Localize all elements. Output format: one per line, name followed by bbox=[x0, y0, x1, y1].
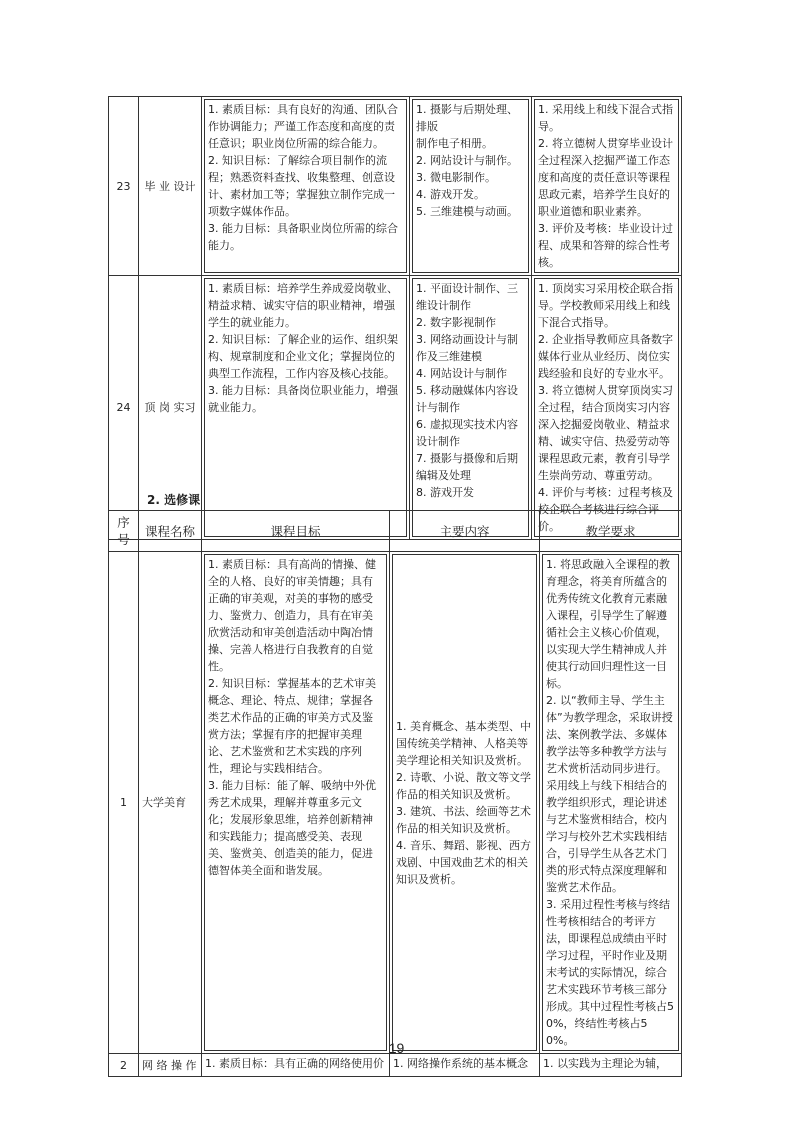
required-courses-table-continued bbox=[108, 96, 682, 540]
requirement-text: 3. 评价及考核：毕业设计过程、成果和答辩的综合性考核。 bbox=[538, 222, 673, 269]
content-item: 4. 音乐、舞蹈、影视、西方戏剧、中国戏曲艺术的相关知识及赏析。 bbox=[396, 838, 531, 886]
header-course-goals: 课程目标 bbox=[202, 511, 390, 552]
row-number: 24 bbox=[109, 276, 139, 540]
content-item: 2. 诗歌、小说、散文等文学作品的相关知识及赏析。 bbox=[396, 770, 531, 801]
table-row bbox=[109, 1054, 682, 1077]
requirement-text: 3. 将立德树人贯穿顶岗实习全过程，结合顶岗实习内容深入挖掘爱岗敬业、精益求精、诚实守信、热爱劳动等课程思政元素，教育引导学生崇尚劳动、尊重劳动。 bbox=[538, 384, 673, 482]
requirement-text: 1. 顶岗实习采用校企联合指导。学校教师采用线上和线下混合式指导。 bbox=[538, 282, 673, 329]
requirement-text: 1. 将思政融入全课程的教育理念，将美育所蕴含的优秀传统文化教育元素融入课程，引导学生了解遵循社会主义核心价值观，以实现大学生精神成人并使其行动回归理性这一目标。 bbox=[546, 558, 670, 690]
content-item: 3. 建筑、书法、绘画等艺术作品的相关知识及赏析。 bbox=[396, 804, 531, 835]
content-item: 7. 摄影与摄像和后期编辑及处理 bbox=[416, 452, 518, 482]
requirement-text: 1. 采用线上和线下混合式指导。 bbox=[538, 103, 673, 133]
content-item: 2. 网站设计与制作。 bbox=[416, 154, 518, 167]
content-item: 4. 网站设计与制作 bbox=[416, 367, 507, 380]
content-item: 2. 数字影视制作 bbox=[416, 316, 496, 329]
content-item: 8. 游戏开发 bbox=[416, 486, 474, 499]
content-item: 4. 游戏开发。 bbox=[416, 188, 485, 201]
row-number: 2 bbox=[109, 1054, 139, 1077]
course-goals-cell bbox=[202, 97, 410, 276]
header-course-name: 课程名称 bbox=[139, 511, 202, 552]
requirement-text: 2. 企业指导教师应具备数字媒体行业从业经历、岗位实践经验和良好的专业水平。 bbox=[538, 333, 673, 380]
goal-text: 1. 素质目标：具有高尚的情操、健全的人格、良好的审美情趣；具有正确的审美观，对美的事物的感受力、鉴赏力、创造力，具有在审美欣赏活动和审美创造活动中陶冶情操、完善人格进行自我教育的自觉性。 bbox=[208, 558, 376, 673]
requirement-text: 1. 以实践为主理论为辅， bbox=[543, 1057, 667, 1070]
course-name: 毕 业 设计 bbox=[139, 97, 202, 276]
course-goals-cell bbox=[202, 276, 410, 540]
row-number: 23 bbox=[109, 97, 139, 276]
content-item: 1. 美育概念、基本类型、中国传统美学精神、人格美等美学理论相关知识及赏析。 bbox=[396, 719, 531, 767]
row-number: 1 bbox=[109, 552, 139, 1054]
content-item: 1. 网络操作系统的基本概念 bbox=[393, 1057, 528, 1070]
header-main-content: 主要内容 bbox=[390, 511, 540, 552]
goal-text: 2. 知识目标：了解综合项目制作的流程；熟悉资料查找、收集整理、创意设计、素材加工等；掌握独立制作完成一项数字媒体作品。 bbox=[208, 154, 395, 218]
goal-text: 1. 素质目标：具有正确的网络使用价 bbox=[205, 1057, 384, 1070]
content-item: 3. 微电影制作。 bbox=[416, 171, 496, 184]
teaching-requirements-cell bbox=[540, 1054, 682, 1077]
requirement-text: 2. 以“教师主导、学生主体”为教学理念，采取讲授法、案例教学法、多媒体教学法等多种教学方法与艺术赏析活动同步进行。采用线上与线下相结合的教学组织形式，理论讲述与艺术鉴赏相结合，校内学习与校外艺术实践相结合，引导学生从各艺术门类的形式特点深度理解和鉴赏艺术作品。 bbox=[546, 694, 673, 894]
course-name: 网 络 操 作 bbox=[139, 1054, 202, 1077]
course-name: 顶 岗 实习 bbox=[139, 276, 202, 540]
requirement-text: 2. 将立德树人贯穿毕业设计全过程深入挖掘严谨工作态度和高度的责任意识等课程思政元素，培养学生良好的职业道德和职业素养。 bbox=[538, 137, 673, 218]
course-name: 大学美育 bbox=[139, 552, 202, 1054]
requirement-text: 4. 评价与考核：过程考核及校企联合考核进行综合评价。 bbox=[538, 486, 673, 533]
goal-text: 3. 能力目标：具备职业岗位所需的综合能力。 bbox=[208, 222, 398, 252]
goal-text: 3. 能力目标：能了解、吸纳中外优秀艺术成果，理解并尊重多元文化；发展形象思维，培养创新精神和实践能力；提高感受美、表现美、鉴赏美、创造美的能力，促进德智体美全面和谐发展。 bbox=[208, 779, 376, 877]
goal-text: 3. 能力目标：具备岗位职业能力，增强就业能力。 bbox=[208, 384, 398, 414]
table-row bbox=[109, 552, 682, 1054]
main-content-cell bbox=[390, 552, 540, 1054]
header-teaching-requirements: 教学要求 bbox=[540, 511, 682, 552]
section-heading: 2. 选修课 bbox=[147, 493, 201, 507]
table-header-row bbox=[109, 511, 682, 552]
content-item: 6. 虚拟现实技术内容设计制作 bbox=[416, 418, 518, 448]
goal-text: 2. 知识目标：掌握基本的艺术审美概念、理论、特点、规律；掌握各类艺术作品的正确的审美方式及鉴赏方法；掌握有序的把握审美理论、艺术鉴赏和艺术实践的序列性，理论与实践相结合。 bbox=[208, 677, 376, 775]
page-number: 19 bbox=[388, 1040, 405, 1056]
content-item: 制作电子相册。 bbox=[416, 137, 493, 150]
content-item: 1. 平面设计制作、三维设计制作 bbox=[416, 282, 518, 312]
content-item: 5. 移动融媒体内容设计与制作 bbox=[416, 384, 518, 414]
goal-text: 1. 素质目标：具有良好的沟通、团队合作协调能力；严谨工作态度和高度的责任意识；职业岗位所需的综合能力。 bbox=[208, 103, 398, 150]
requirement-text: 3. 采用过程性考核与终结性考核相结合的考评方法，即课程总成绩由平时学习过程，平时作业及期末考试的实际情况，综合艺术实践环节考核三部分形成。其中过程性考核占50%，终结性考核占50%。 bbox=[546, 898, 674, 1047]
content-item: 1. 摄影与后期处理、排版 bbox=[416, 103, 518, 133]
main-content-cell bbox=[390, 1054, 540, 1077]
main-content-cell bbox=[410, 276, 532, 540]
teaching-requirements-cell bbox=[532, 276, 682, 540]
teaching-requirements-cell bbox=[540, 552, 682, 1054]
teaching-requirements-cell bbox=[532, 97, 682, 276]
elective-courses-table bbox=[108, 510, 682, 1077]
course-goals-cell bbox=[202, 552, 390, 1054]
course-goals-cell bbox=[202, 1054, 390, 1077]
content-item: 3. 网络动画设计与制作及三维建模 bbox=[416, 333, 518, 363]
main-content-cell bbox=[410, 97, 532, 276]
goal-text: 1. 素质目标：培养学生养成爱岗敬业、精益求精、诚实守信的职业精神，增强学生的就业能力。 bbox=[208, 282, 398, 329]
goal-text: 2. 知识目标：了解企业的运作、组织架构、规章制度和企业文化；掌握岗位的典型工作流程，工作内容及核心技能。 bbox=[208, 333, 398, 380]
content-item: 5. 三维建模与动画。 bbox=[416, 205, 518, 218]
header-no: 序号 bbox=[109, 511, 139, 552]
table-row bbox=[109, 97, 682, 276]
